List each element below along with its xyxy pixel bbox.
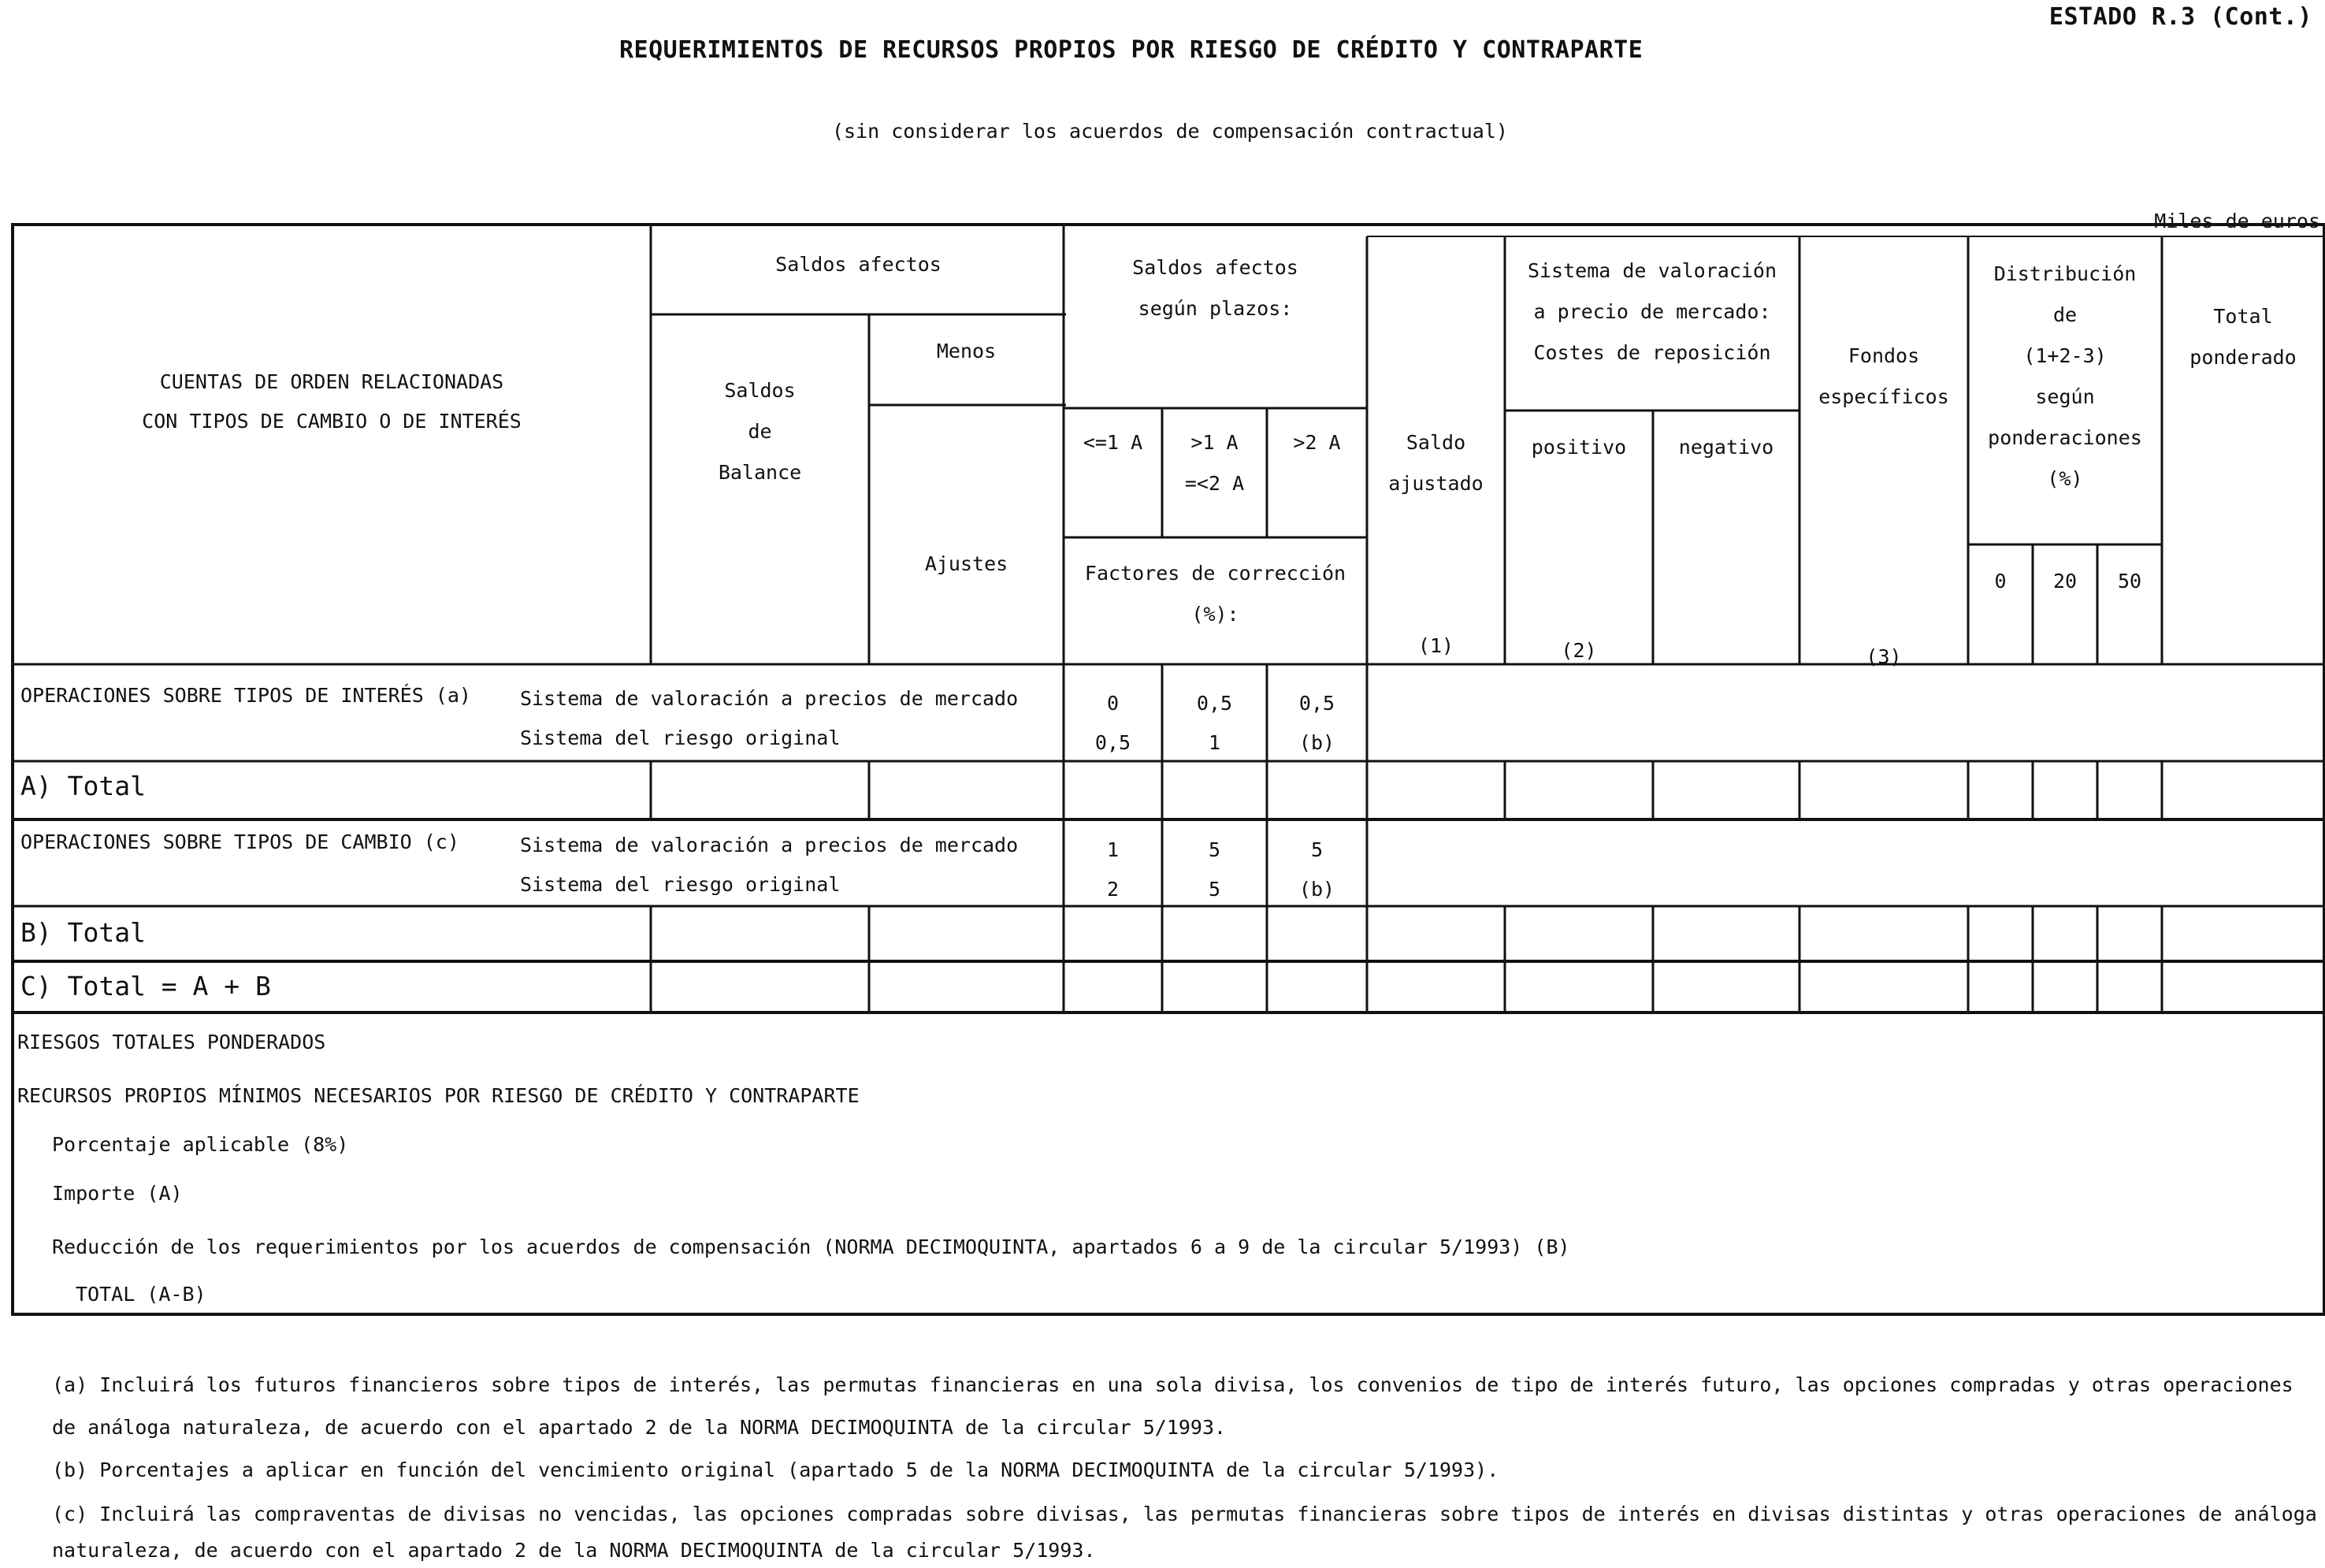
header-positivo: positivo — [1531, 436, 1627, 459]
cambio-row-1-label: Sistema de valoración a precios de mercado — [520, 834, 1019, 856]
header-plazo-2: >1 A =<2 A — [1184, 431, 1245, 495]
cambio-factor-1: 1 2 — [1106, 838, 1120, 901]
footnote-c-line-2: naturaleza, de acuerdo con el apartado 2 de la NORMA DECIMOQUINTA de la circular 5/1993. — [52, 1539, 1096, 1562]
section-cambio-label: OPERACIONES SOBRE TIPOS DE CAMBIO (c) — [20, 830, 459, 853]
total-c-label: C) Total = A + B — [20, 971, 271, 1001]
footnote-c-line-1: (c) Incluirá las compraventas de divisas no vencidas, las opciones compradas sobre divisas, las permutas financieras sobre tipos de interés en divisas distintas y otras operaciones de análoga — [52, 1503, 2317, 1525]
header-menos: Menos — [936, 340, 997, 362]
footnote-b: (b) Porcentajes a aplicar en función del vencimiento original (apartado 5 de la NORMA DECIMOQUINTA de la circular 5/1993). — [52, 1458, 1499, 1481]
cambio-row-2-label: Sistema del riesgo original — [520, 873, 841, 896]
riesgos-totales-label: RIESGOS TOTALES PONDERADOS — [17, 1031, 326, 1053]
header-plazo-3: >2 A — [1293, 431, 1341, 454]
header-saldos-plazos: Saldos afectos según plazos: — [1132, 256, 1298, 320]
interes-factor-1: 0 0,5 — [1094, 692, 1131, 754]
interes-factor-3: 0,5 (b) — [1298, 692, 1335, 754]
header-negativo: negativo — [1678, 436, 1774, 459]
header-pond-0: 0 — [1994, 570, 2007, 593]
header-factores: Factores de corrección (%): — [1084, 562, 1346, 626]
header-saldos-balance: Saldos de Balance — [718, 379, 802, 484]
header-ajustes: Ajustes — [924, 552, 1008, 575]
header-pond-20: 20 — [2052, 570, 2078, 593]
header-distribucion: Distribución de (1+2-3) según ponderaciones (%) — [1988, 262, 2142, 490]
units-label: Miles de euros — [2154, 210, 2320, 232]
header-total-ponderado: Total ponderado — [2189, 305, 2297, 369]
importe-label: Importe (A) — [52, 1182, 183, 1205]
cambio-factor-2: 5 5 — [1208, 838, 1221, 901]
header-fondos: Fondos específicos — [1818, 344, 1949, 408]
page-subtitle: (sin considerar los acuerdos de compensación contractual) — [832, 120, 1508, 143]
porcentaje-label: Porcentaje aplicable (8%) — [52, 1133, 349, 1156]
section-interes-label: OPERACIONES SOBRE TIPOS DE INTERÉS (a) — [20, 684, 471, 707]
interes-factor-2: 0,5 1 — [1196, 692, 1233, 754]
ref-3: (3) — [1866, 645, 1902, 668]
header-sistema-valoracion: Sistema de valoración a precio de mercado: Costes de reposición — [1527, 259, 1777, 364]
header-plazo-1: <=1 A — [1083, 431, 1143, 454]
page-title: REQUERIMIENTOS DE RECURSOS PROPIOS POR RIESGO DE CRÉDITO Y CONTRAPARTE — [619, 36, 1643, 64]
total-b-label: B) Total — [20, 917, 146, 948]
header-cuentas: CUENTAS DE ORDEN RELACIONADAS CON TIPOS DE CAMBIO O DE INTERÉS — [142, 370, 522, 433]
reduccion-label: Reducción de los requerimientos por los acuerdos de compensación (NORMA DECIMOQUINTA, apartados 6 a 9 de la circular 5/1993) (B) — [52, 1235, 1570, 1258]
header-pond-50: 50 — [2117, 570, 2142, 593]
interes-row-2-label: Sistema del riesgo original — [520, 726, 841, 749]
footnote-a-line-2: de análoga naturaleza, de acuerdo con el apartado 2 de la NORMA DECIMOQUINTA de la circular 5/1993. — [52, 1416, 1227, 1439]
recursos-propios-label: RECURSOS PROPIOS MÍNIMOS NECESARIOS POR RIESGO DE CRÉDITO Y CONTRAPARTE — [17, 1084, 860, 1107]
ref-2: (2) — [1561, 639, 1597, 662]
footnote-a-line-1: (a) Incluirá los futuros financieros sobre tipos de interés, las permutas financieras en una sola divisa, los convenios de tipo de interés futuro, las opciones compradas y otras operaciones — [52, 1373, 2293, 1396]
cambio-factor-3: 5 (b) — [1298, 838, 1335, 901]
header-saldos-afectos: Saldos afectos — [775, 253, 942, 276]
total-a-b-label: TOTAL (A-B) — [76, 1283, 206, 1306]
ref-1: (1) — [1417, 634, 1454, 657]
interes-row-1-label: Sistema de valoración a precios de mercado — [520, 687, 1019, 710]
estado-label: ESTADO R.3 (Cont.) — [2048, 3, 2312, 31]
total-a-label: A) Total — [20, 771, 146, 801]
header-saldo-ajustado: Saldo ajustado — [1388, 431, 1484, 495]
